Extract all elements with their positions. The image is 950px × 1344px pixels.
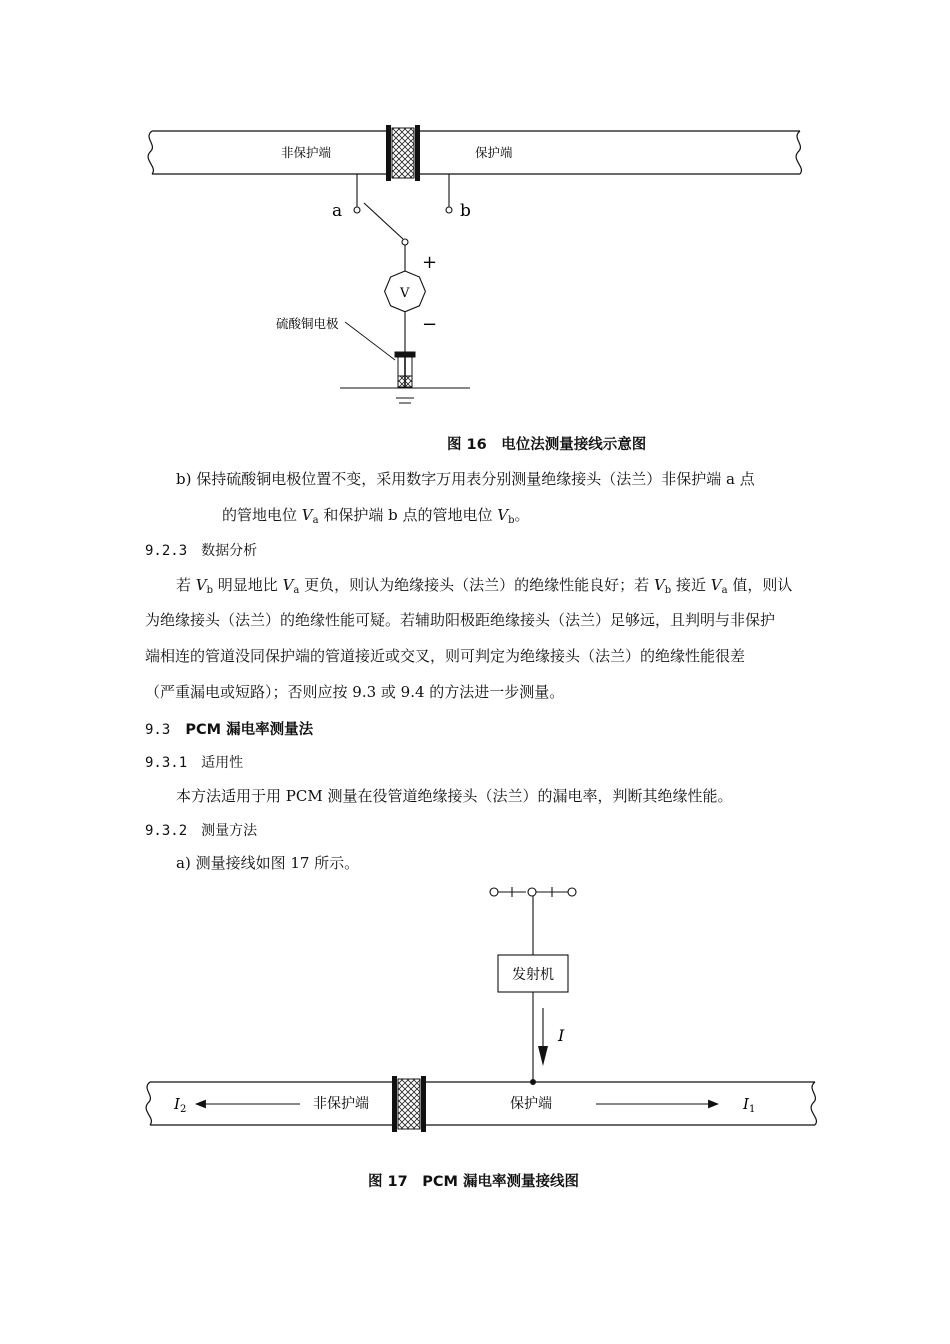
point-a-label: a	[332, 201, 343, 221]
heading-number: 9.3	[145, 722, 171, 738]
text-run: 接近	[671, 576, 711, 594]
analysis-line-2: 为绝缘接头（法兰）的绝缘性能可疑。若辅助阳极距绝缘接头（法兰）足够远，且判明与非保护	[145, 611, 776, 629]
sub-a: a	[312, 515, 319, 526]
heading-9-3-1: 9.3.1 适用性	[145, 755, 244, 771]
current-i2-label: $I_2$	[174, 1095, 187, 1115]
pipe-left	[148, 131, 388, 174]
text-run: 值，则认	[727, 576, 793, 594]
insulating-joint	[392, 1076, 426, 1132]
sub-b: b	[664, 585, 672, 596]
applicability-text: 本方法适用于用 PCM 测量在役管道绝缘接头（法兰）的漏电率，判断其绝缘性能。	[176, 787, 733, 805]
figure-17-caption: 图 17 PCM 漏电率测量接线图	[368, 1174, 579, 1190]
figure-16-diagram	[0, 0, 950, 420]
heading-9-3-2: 9.3.2 测量方法	[145, 823, 258, 839]
ground-rod-symbol	[490, 887, 576, 897]
current-label: I	[558, 1026, 565, 1045]
var-v: V	[301, 506, 313, 524]
sub-a: a	[293, 585, 300, 596]
text-run: 若	[176, 576, 196, 594]
text-run: 的管地电位	[222, 506, 302, 524]
electrode-label: 硫酸铜电极	[276, 316, 339, 331]
var-v: V	[195, 576, 207, 594]
fig16-left-end-label: 非保护端	[281, 145, 332, 160]
minus-sign: −	[422, 314, 438, 335]
analysis-line-1	[176, 575, 792, 601]
text-run: 。	[514, 506, 530, 524]
text-run: 明显地比	[213, 576, 283, 594]
item-a-text: a) 测量接线如图 17 所示。	[176, 854, 360, 872]
copper-sulfate-electrode	[340, 352, 470, 403]
var-v: V	[282, 576, 294, 594]
sub-b: b	[508, 515, 515, 526]
transmitter-label: 发射机	[512, 967, 554, 983]
figure-16-caption: 图 16 电位法测量接线示意图	[447, 437, 647, 453]
heading-9-3	[145, 718, 313, 739]
sub-a: a	[721, 585, 728, 596]
point-b-label: b	[460, 201, 471, 221]
insulating-joint	[386, 125, 420, 181]
figure-17-diagram	[0, 870, 950, 1150]
item-b-line-2	[222, 505, 530, 531]
item-b-line-1: b) 保持硫酸铜电极位置不变，采用数字万用表分别测量绝缘接头（法兰）非保护端 a 点	[176, 470, 755, 488]
fig16-right-end-label: 保护端	[475, 145, 513, 160]
var-v: V	[497, 506, 509, 524]
voltmeter-label: V	[400, 286, 410, 301]
fig17-left-end-label: 非保护端	[313, 1096, 369, 1112]
text-run: 更负，则认为绝缘接头（法兰）的绝缘性能良好；若	[299, 576, 654, 594]
current-i1-label: $I_1$	[743, 1095, 756, 1115]
text-run: 和保护端 b 点的管地电位	[318, 506, 498, 524]
sub-b: b	[206, 585, 214, 596]
plus-sign: +	[422, 252, 438, 273]
current-arrow-down	[538, 1008, 548, 1066]
analysis-line-3: 端相连的管道没同保护端的管道接近或交叉，则可判定为绝缘接头（法兰）的绝缘性能很差	[145, 647, 746, 665]
analysis-line-4: （严重漏电或短路）；否则应按 9.3 或 9.4 的方法进一步测量。	[145, 683, 565, 701]
var-v: V	[710, 576, 722, 594]
fig17-right-end-label: 保护端	[510, 1096, 552, 1112]
heading-9-2-3: 9.2.3 数据分析	[145, 543, 258, 559]
heading-text: PCM 漏电率测量法	[185, 722, 314, 738]
var-v: V	[653, 576, 665, 594]
